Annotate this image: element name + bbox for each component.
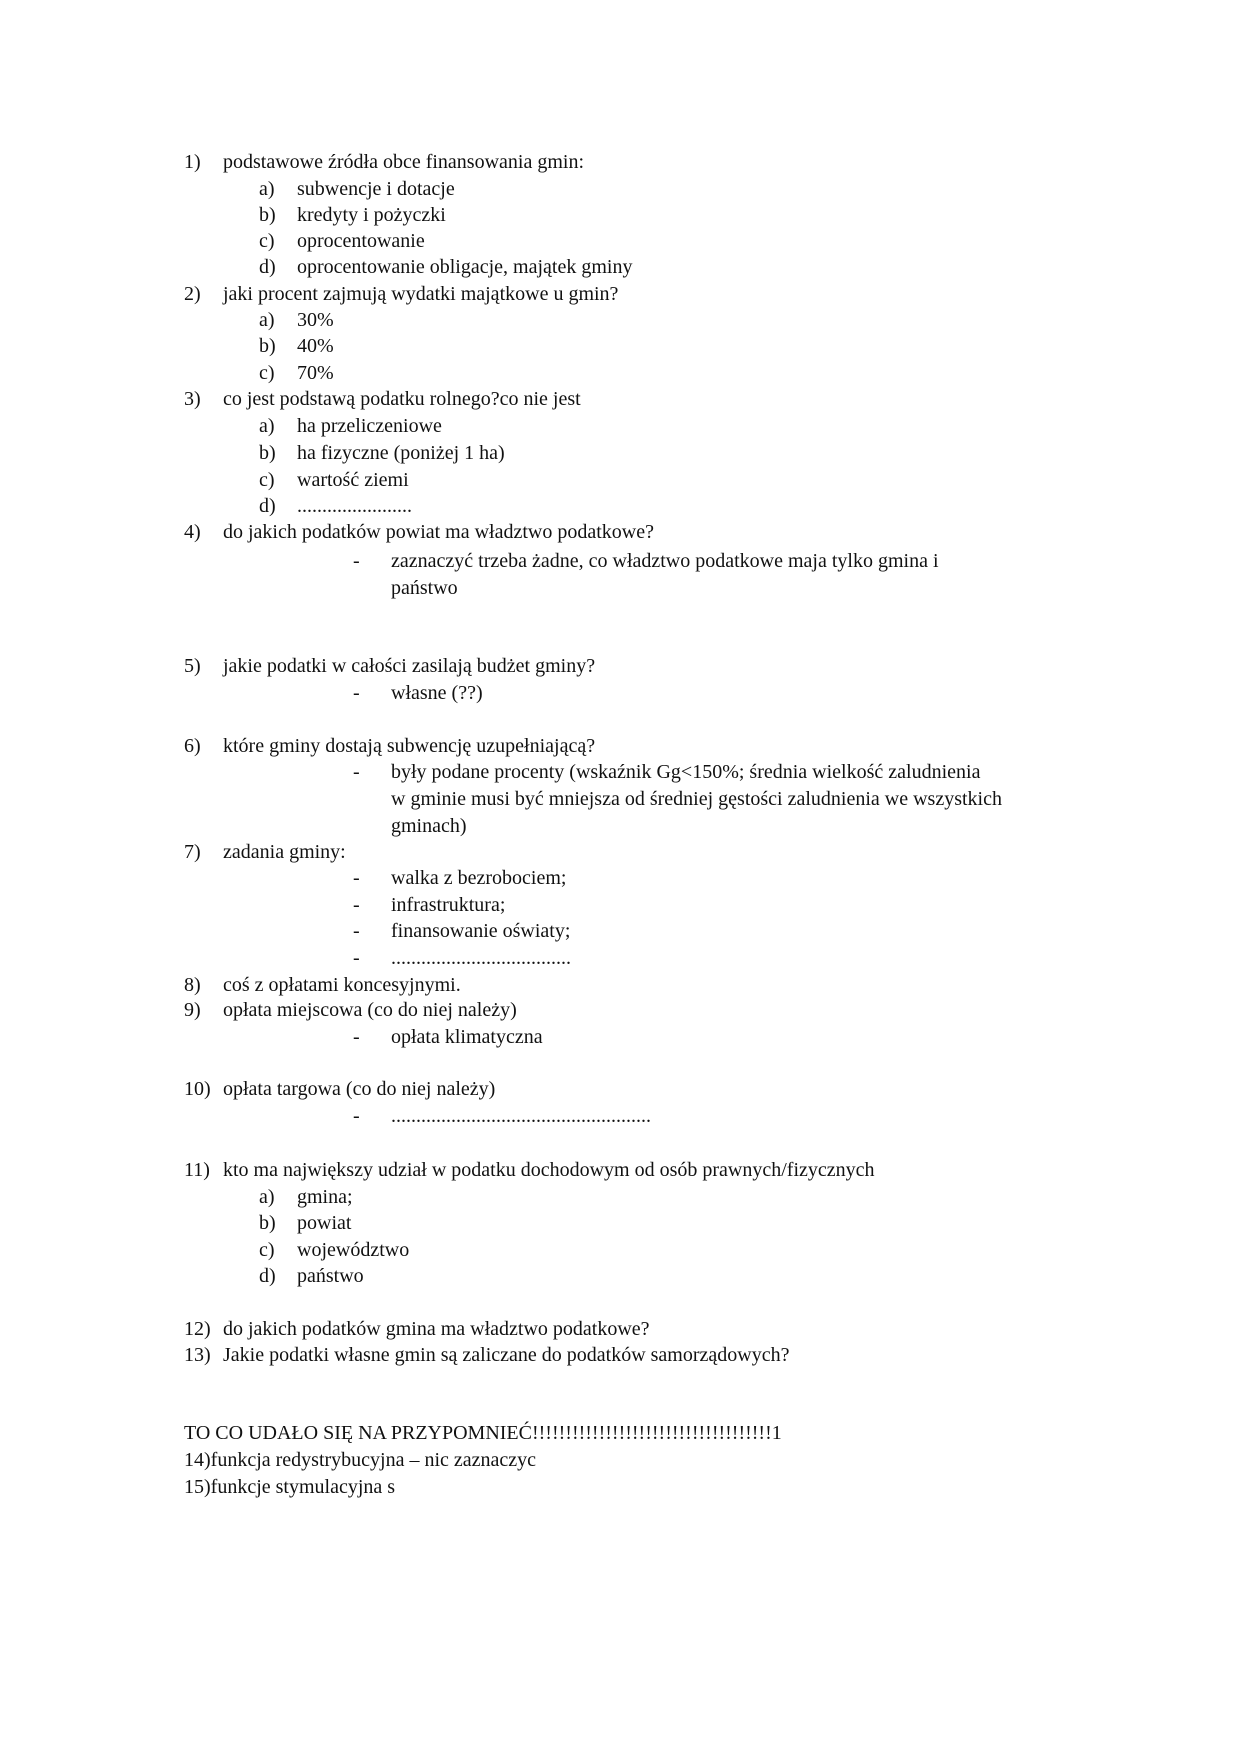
question-number: 6) [184,735,201,757]
question-text: zadania gminy: [223,841,346,863]
question-number: 10) [184,1078,211,1100]
question-text: do jakich podatków gmina ma władztwo podatkowe? [223,1318,650,1340]
question-text: do jakich podatków powiat ma władztwo podatkowe? [223,521,654,543]
question-text: podstawowe źródła obce finansowania gmin: [223,151,585,173]
question-text: opłata targowa (co do niej należy) [223,1078,496,1100]
question-text: jaki procent zajmują wydatki majątkowe u gmin? [223,283,619,305]
question-number: 9) [184,999,201,1021]
question-number: 3) [184,388,201,410]
question-number: 13) [184,1344,211,1366]
question-text: opłata miejscowa (co do niej należy) [223,999,517,1021]
question-number: 5) [184,655,201,677]
question-text: Jakie podatki własne gmin są zaliczane do podatków samorządowych? [223,1344,790,1366]
question-number: 12) [184,1318,211,1340]
question-text: coś z opłatami koncesyjnymi. [223,974,461,996]
question-number: 8) [184,974,201,996]
question-number: 2) [184,283,201,305]
question-number: 4) [184,521,201,543]
question-text: jakie podatki w całości zasilają budżet gminy? [223,655,596,677]
question-number: 7) [184,841,201,863]
question-text: kto ma największy udział w podatku dochodowym od osób prawnych/fizycznych [223,1159,875,1181]
document-page: 1) podstawowe źródła obce finansowania gmin: a) subwencje i dotacje b) kredyty i pożyczki c) oprocentowanie d) oprocentowanie obligacje, majątek gminy 2) jaki procent zajmują wydatki majątkowe u gmin? a) 30% b) 40% c) 70% 3) co jest podstawą podatku rolnego?co nie jest a) ha przeliczeniowe b) ha fizyczne (poniżej 1 ha) c) wartość ziemi d) ....................... 4) do jakich podatków powiat ma władztwo podatkowe? - zaznaczyć trzeba żadne, co władztwo podatkowe maja tylko gmina i państwo 5) jakie podatki w całości zasilają budżet gminy? - własne (??) 6) które gminy dostają subwencję uzupełniającą? - były podane procenty (wskaźnik Gg<150%; średnia wielkość zaludnienia w gminie musi być mniejsza od średniej gęstości zaludnienia we wszystkich gminach) 7) zadania gminy: - walka z bezrobociem; - infrastruktura; - finansowanie oświaty; - .................................... 8) coś z opłatami koncesyjnymi. 9) opłata miejscowa (co do niej należy) - opłata klimatyczna 10) opłata targowa (co do niej należy) - .................................................... 11) kto ma największy udział w podatku dochodowym od osób prawnych/fizycznych a) gmina; b) powiat c) województwo d) państwo 12) do jakich podatków gmina ma władztwo podatkowe? 13) Jakie podatki własne gmin są zaliczane do podatków samorządowych? TO CO UDAŁO SIĘ NA PRZYPOMNIEĆ!!!!!!!!!!!!!!!!!!!!!!!!!!!!!!!!!!!!1 14)funkcja redystrybucyjna – nic zaznaczyc 15)funkcje stymulacyjna s [184,151,1002,1498]
question-text: co jest podstawą podatku rolnego?co nie jest [223,388,581,410]
question-number: 11) [184,1159,210,1181]
question-number: 1) [184,151,201,173]
question-text: które gminy dostają subwencję uzupełniającą? [223,735,596,757]
